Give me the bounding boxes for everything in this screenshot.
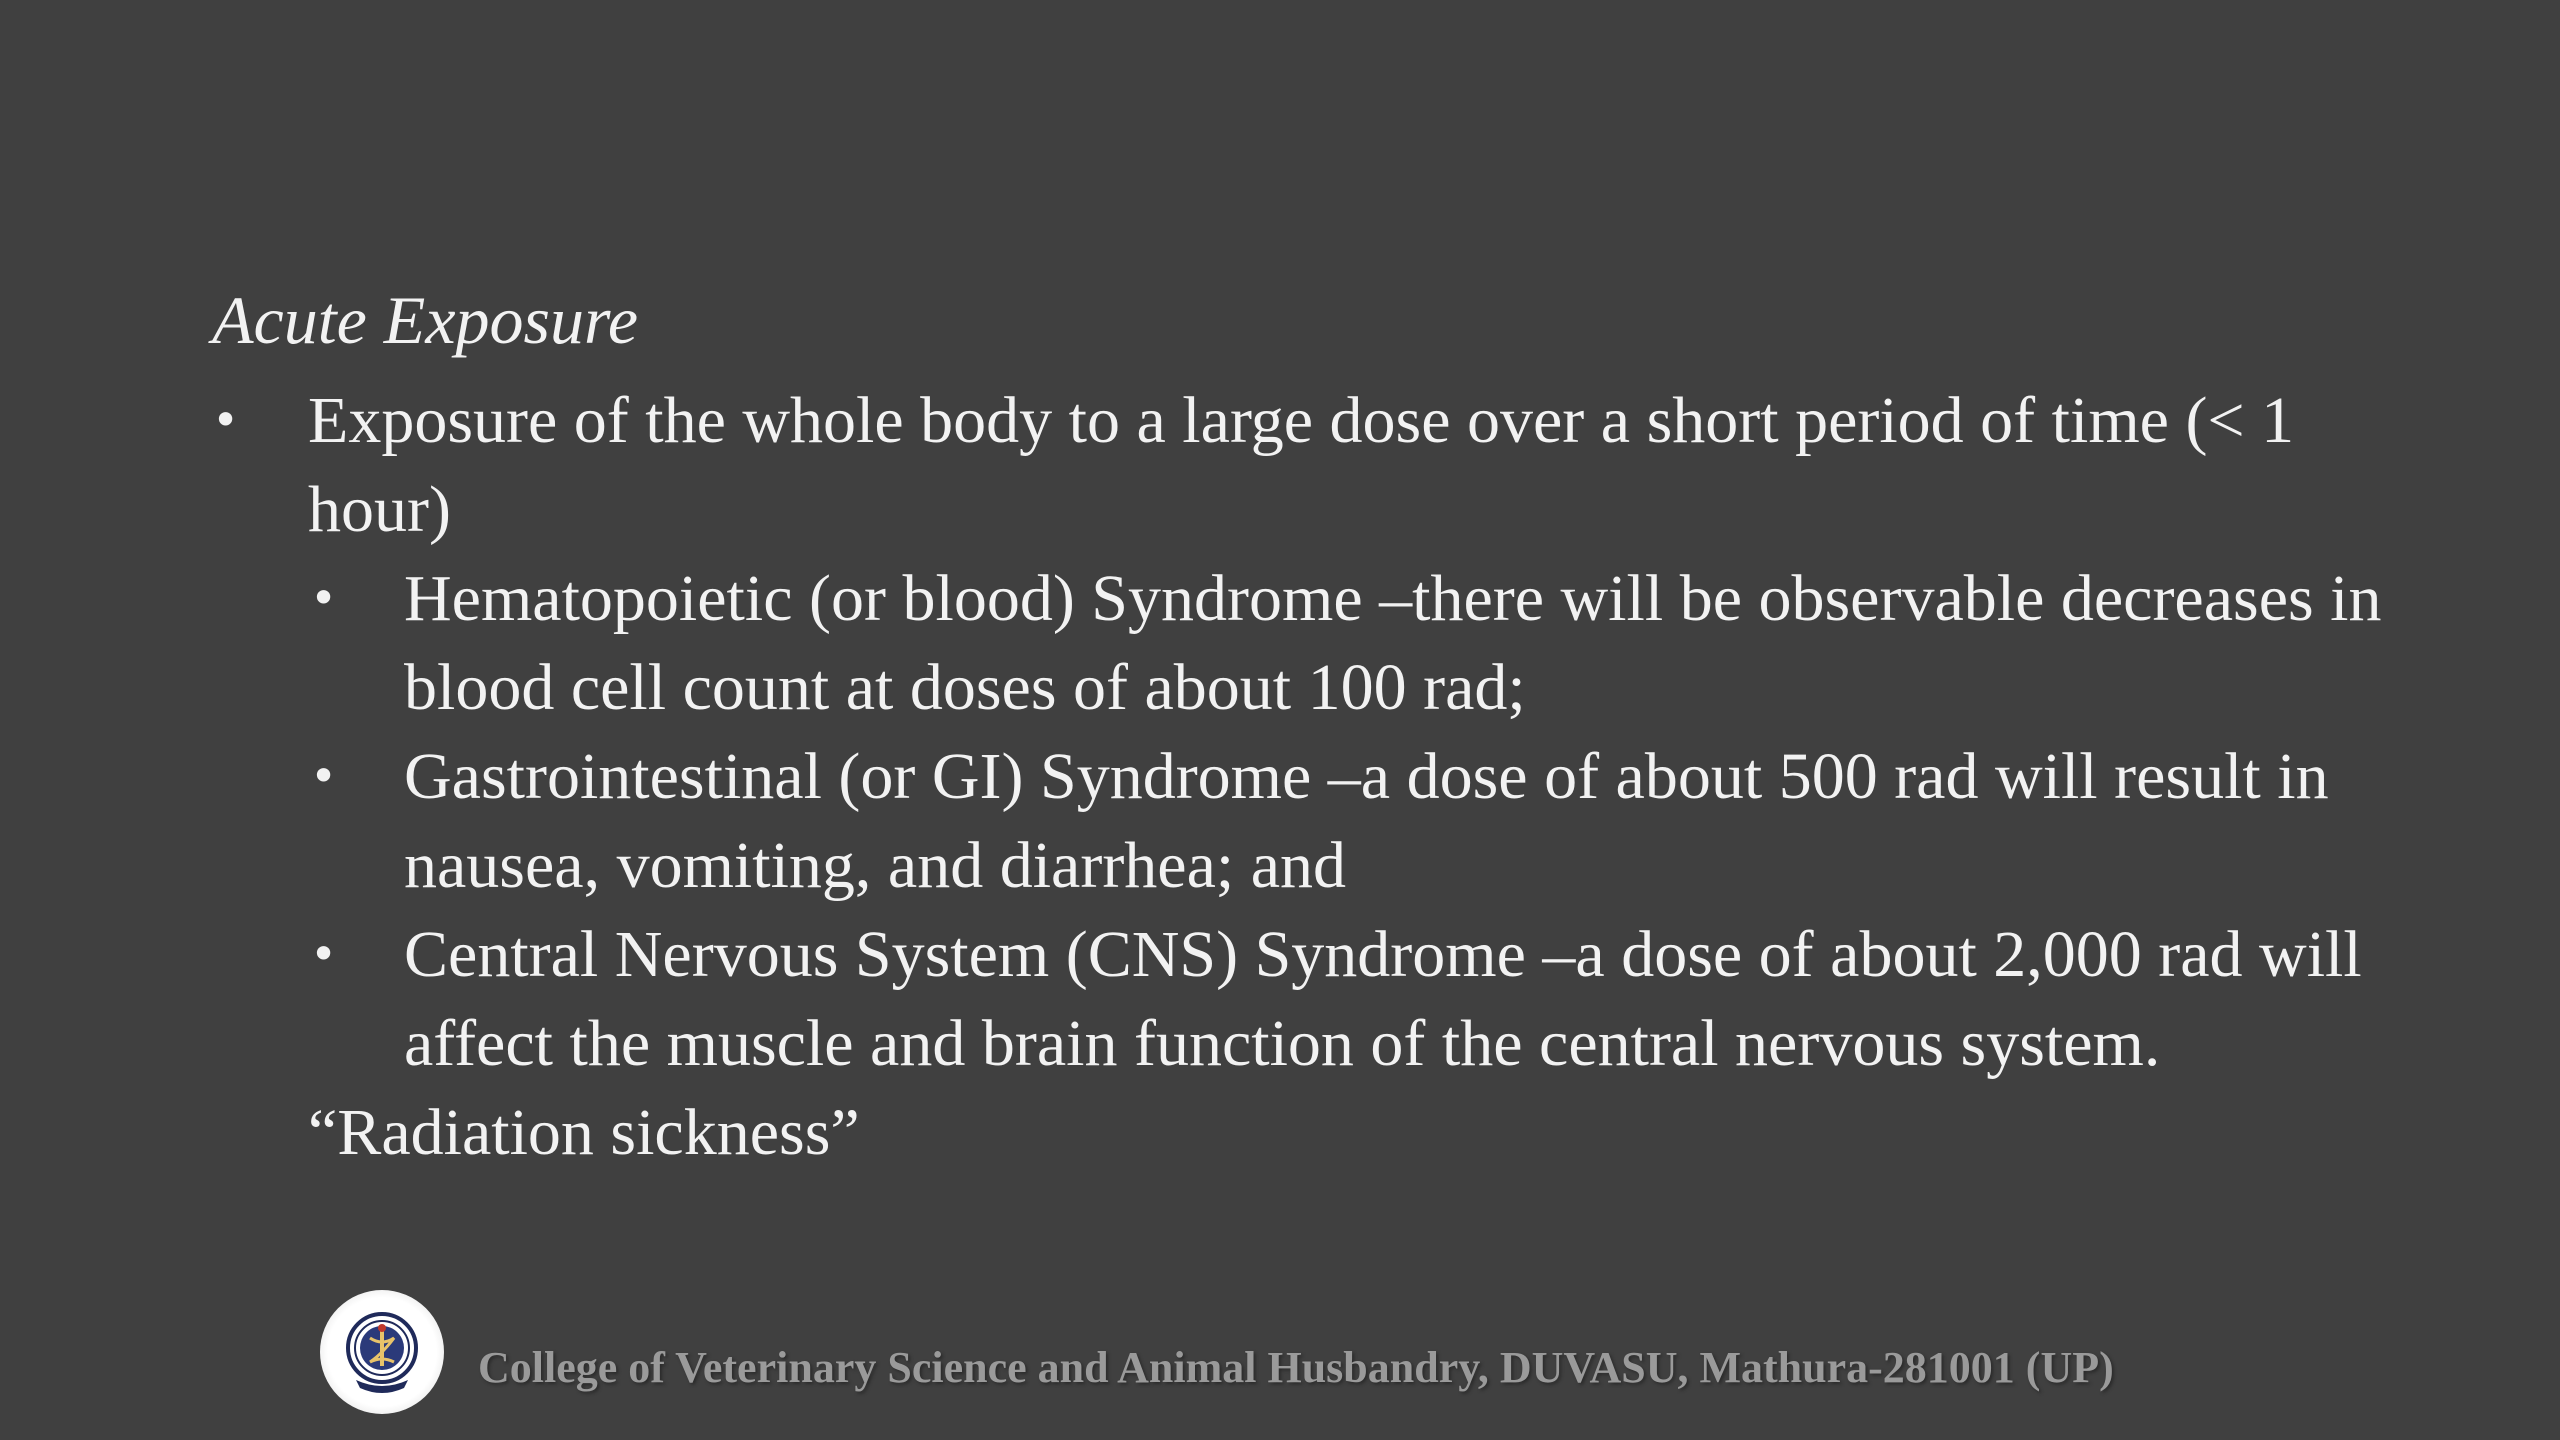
bullet-icon: • <box>310 749 338 803</box>
sub-bullet-item <box>308 732 2390 910</box>
sub-bullet-item <box>308 910 2390 1088</box>
slide-content <box>210 376 2390 1177</box>
sub-bullet-list <box>308 554 2390 1088</box>
sub-bullet-item <box>308 554 2390 732</box>
bullet-text: Exposure of the whole body to a large dose over a short period of time (< 1 hour) <box>308 384 2295 546</box>
sub-bullet-text: Central Nervous System (CNS) Syndrome –a dose of about 2,000 rad will affect the muscle and brain function of the central nervous system. <box>404 918 2362 1080</box>
footer <box>320 1290 2320 1420</box>
university-seal-icon <box>320 1290 444 1414</box>
sub-bullet-text: Hematopoietic (or blood) Syndrome –there will be observable decreases in blood cell count at doses of about 100 rad; <box>404 562 2382 724</box>
bullet-list <box>210 376 2390 1088</box>
quote-text: “Radiation sickness” <box>308 1096 860 1169</box>
bullet-icon: • <box>310 927 338 981</box>
bullet-icon: • <box>212 393 240 447</box>
slide-heading: Acute Exposure <box>212 282 639 358</box>
bullet-item <box>210 376 2390 1088</box>
footer-institution-text: College of Veterinary Science and Animal Husbandry, DUVASU, Mathura-281001 (UP) <box>478 1343 2114 1392</box>
bullet-icon: • <box>310 571 338 625</box>
sub-bullet-text: Gastrointestinal (or GI) Syndrome –a dose of about 500 rad will result in nausea, vomiting, and diarrhea; and <box>404 740 2329 902</box>
